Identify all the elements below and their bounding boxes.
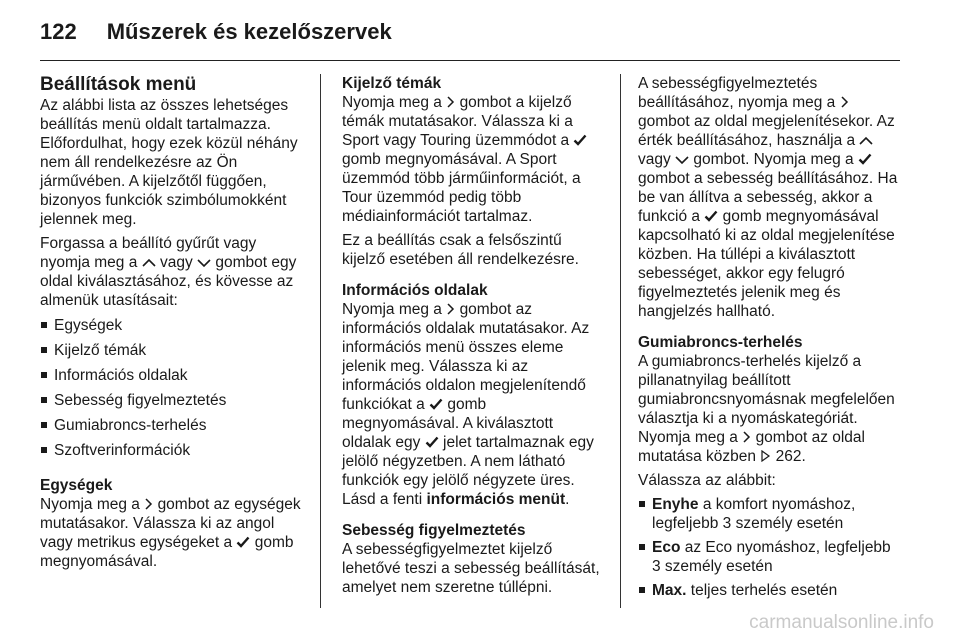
paragraph: Forgassa a beállító gyűrűt vagy nyomja meg a vagy gombot egy oldal kiválasztásához, és kövesse az almenük utasításait:: [40, 235, 297, 309]
paragraph: Ez a beállítás csak a felsőszintű kijelző esetében áll rendelkezésre.: [342, 232, 579, 268]
cross-reference: információs menüt: [426, 491, 566, 508]
list-item: Gumiabroncs-terhelés: [40, 416, 302, 435]
column-3: [638, 74, 902, 600]
section-title-settings-menu: Beállítások menü: [40, 74, 197, 95]
paragraph: A gumiabroncs-terhelés kijelző a pillanatnyilag beállított gumiabroncsnyomásnak megfelelően választja ki a nyomáskategóriát. Nyomja meg a gombot az oldal mutatása közben 262.: [638, 353, 895, 465]
list-item: Egységek: [40, 316, 302, 335]
subheading-tire-load: Gumiabroncs-terhelés: [638, 334, 803, 351]
list-item: Max. teljes terhelés esetén: [638, 581, 902, 600]
list-item: Enyhe a komfort nyomáshoz, legfeljebb 3 személy esetén: [638, 495, 902, 533]
chevron-up-icon: [859, 136, 873, 146]
paragraph: Nyomja meg a gombot a kijelző témák mutatásakor. Válassza ki a Sport vagy Touring üzemmódot a gomb megnyomásával. A Sport üzemmód több járműinformációt, a Tour üzemmód pedig több médiainformációt tartalmaz.: [342, 93, 604, 226]
list-item: Szoftverinformációk: [40, 441, 302, 460]
paragraph: Válassza az alábbit:: [638, 472, 776, 489]
check-icon: [429, 398, 443, 410]
settings-list: [40, 316, 302, 460]
list-item: Információs oldalak: [40, 366, 302, 385]
column-1: [40, 74, 302, 571]
chevron-down-icon: [197, 258, 211, 268]
paragraph: Nyomja meg a gombot az egységek mutatásakor. Válassza ki az angol vagy metrikus egységeket a gomb megnyomásával.: [40, 496, 301, 570]
list-item: Eco az Eco nyomáshoz, legfeljebb 3 személy esetén: [638, 538, 902, 576]
page-number: 122: [40, 19, 77, 44]
chevron-down-icon: [675, 155, 689, 165]
watermark: carmanualsonline.info: [749, 612, 934, 633]
chevron-right-icon: [446, 96, 455, 108]
subheading-speed-warning: Sebesség figyelmeztetés: [342, 522, 526, 539]
tire-load-options: [638, 495, 902, 600]
paragraph: Nyomja meg a gombot az információs oldalak mutatásakor. Az információs menü összes eleme jelenik meg. Válassza ki az információs oldalon megjelenítendő funkciókat a gomb megnyomásával. A kiválasztott oldalak egy jelet tartalmaznak egy jelölő négyzetben. A nem látható funkciók egy jelölő négyzete üres. Lásd a fenti információs menüt.: [342, 301, 594, 508]
check-icon: [858, 153, 872, 165]
subheading-display-themes: Kijelző témák: [342, 75, 442, 92]
subheading-info-pages: Információs oldalak: [342, 282, 488, 299]
check-icon: [236, 536, 250, 548]
column-divider: [320, 74, 321, 608]
chevron-right-icon: [742, 431, 751, 443]
list-item: Sebesség figyelmeztetés: [40, 391, 302, 410]
chevron-right-icon: [144, 498, 153, 510]
page-ref-icon[interactable]: [760, 450, 771, 462]
chevron-up-icon: [142, 258, 156, 268]
chevron-right-icon: [446, 303, 455, 315]
check-icon: [704, 210, 718, 222]
header-rule: [40, 60, 900, 61]
check-icon: [425, 436, 439, 448]
paragraph: A sebességfigyelmeztetés beállításához, nyomja meg a gombot az oldal megjelenítésekor. Az érték beállításához, használja a vagy gombot. Nyomja meg a gombot a sebesség beállításához. Ha be van állítva a sebesség, akkor a funkció a gomb megnyomásával kapcsolható ki az oldal megjelenítése közben. Ha túllépi a kiválasztott sebességet, akkor egy felugró figyelmeztetés jelenik meg és hangjelzés hallható.: [638, 75, 898, 320]
subheading-units: Egységek: [40, 477, 113, 494]
chapter-title: Műszerek és kezelőszervek: [106, 19, 392, 44]
chevron-right-icon: [840, 96, 849, 108]
paragraph: Az alábbi lista az összes lehetséges beállítás menü oldalt tartalmazza. Előfordulhat, hogy ezek közül néhány nem áll rendelkezésre az Ön járművében. A kijelzőtől függően, bizonyos funkciók szimbólumokként jelennek meg.: [40, 97, 298, 228]
list-item: Kijelző témák: [40, 341, 302, 360]
page-reference[interactable]: 262.: [775, 448, 806, 465]
page-header: [40, 16, 392, 48]
check-icon: [573, 134, 587, 146]
column-divider: [620, 74, 621, 608]
column-2: [342, 74, 604, 597]
paragraph: A sebességfigyelmeztet kijelző lehetővé teszi a sebesség beállítását, amelyet nem szeretne túllépni.: [342, 541, 600, 596]
